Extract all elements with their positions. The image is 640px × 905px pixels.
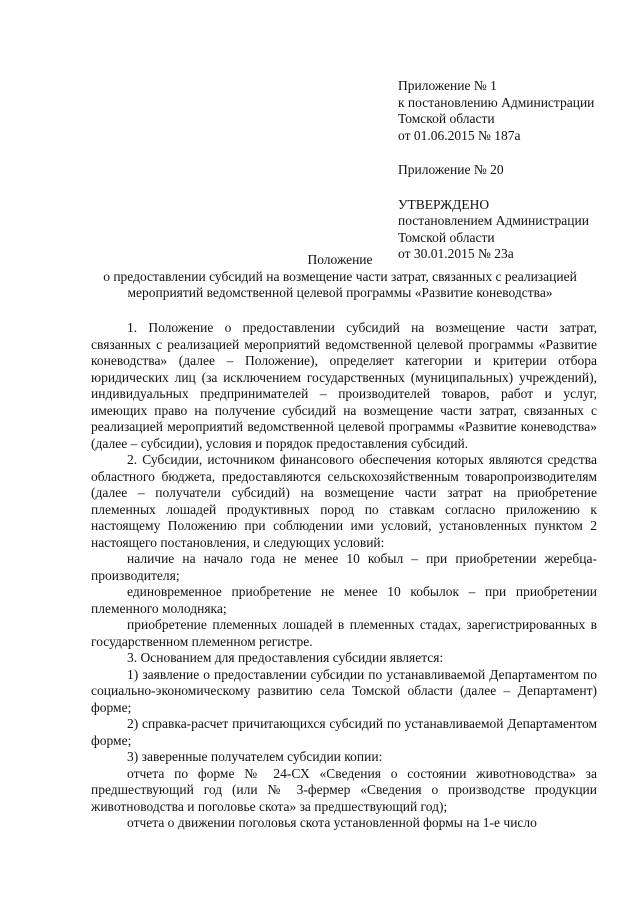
item-application: 1) заявление о предоставлении субсидии по устанавливаемой Департаментом по социально-экономическому развитию села Томской области (далее – Департамент) форме; [91,666,597,715]
appendix-resolution: к постановлению Администрации [398,94,595,110]
paragraph-3: 3. Основанием для предоставления субсидии является: [127,650,444,665]
appendix-spacer-2 [398,179,630,197]
item-report-livestock: отчета о движении поголовья скота установленной формы на 1-е число [127,815,537,830]
approval-resolution: постановлением Администрации [398,213,589,228]
title-heading: Положение [307,252,373,267]
paragraph-1: 1. Положение о предоставлении субсидий на возмещение части затрат, связанных с реализацией мероприятий ведомственной целевой программы «Развитие коневодства» (далее – Положение), определяет категории и критерии отбора юридических лиц (за исключением государственных (муниципальных) учреждений), индивидуальных предпринимателей – производителей товаров, работ и услуг, имеющих право на получение субсидий на возмещение части затрат, связанных с реализацией мероприятий ведомственной целевой программы «Развитие коневодства» (далее – субсидии), условия и порядок предоставления субсидий. [91,320,597,451]
title-subject-2: мероприятий ведомственной целевой программы «Развитие коневодства» [127,285,553,300]
condition-mares: наличие на начало года не менее 10 кобыл – при приобретении жеребца-производителя; [91,551,597,583]
appendix-number-20: Приложение № 20 [398,162,504,177]
condition-fillies: единовременное приобретение не менее 10 кобылок – при приобретении племенного молодняка; [91,584,597,616]
appendix-number: Приложение № 1 [398,78,497,93]
appendix-region: Томской области [398,111,495,126]
approval-region: Томской области [398,229,495,245]
appendix-spacer [398,144,630,162]
item-report-24sh: отчета по форме № 24-СХ «Сведения о состоянии животноводства» за предшествующий год (или № 3-фермер «Сведения о производстве продукции животноводства и поголовье скота» за предшествующий год); [91,765,597,814]
paragraph-2: 2. Субсидии, источником финансового обеспечения которых являются средства областного бюджета, предоставляются сельскохозяйственным товаропроизводителям (далее – получатели субсидий) на возмещение части затрат на приобретение племенных лошадей продуктивных пород по ставкам согласно приложению к настоящему Положению при соблюдении ими условий, установленных пунктом 2 настоящего постановления, и следующих условий: [91,452,597,550]
document-body [91,320,597,832]
item-copies: 3) заверенные получателем субсидии копии: [127,749,383,764]
appendix-header [398,78,630,263]
document-title [80,252,600,302]
condition-registry: приобретение племенных лошадей в племенных стадах, зарегистрированных в государственном племенном регистре. [91,617,597,649]
approval-date: от 30.01.2015 № 23а [398,246,514,261]
title-subject-1: о предоставлении субсидий на возмещение части затрат, связанных с реализацией [103,268,577,284]
appendix-date: от 01.06.2015 № 187а [398,127,521,143]
item-calculation: 2) справка-расчет причитающихся субсидий по устанавливаемой Департаментом форме; [91,716,597,748]
approval-title: УТВЕРЖДЕНО [398,196,490,212]
